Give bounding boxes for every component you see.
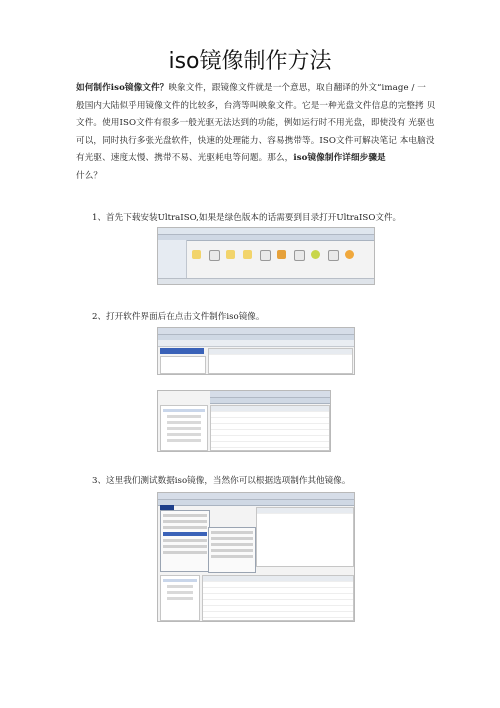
- file-icon: [294, 250, 305, 261]
- screenshot-file-menu: [157, 492, 355, 622]
- document-title: iso镜像制作方法: [168, 49, 332, 74]
- tree-node: [167, 433, 201, 436]
- intro-text: 映象文件，跟镜像文件就是一个意思，取自翻译的外文“image / 一 般国内大陆似乎用镜像文件的比较多，台湾等叫映象文件。它是一种光盘文件信息的完整拷 贝文件。使用ISO文件有很多一般光驱无法达到的功能，例如运行时不用光盘，即使没有 光驱也可以，同时执行多张光盘软件，快速的处理能力、容易携带等。ISO文件可解决笔记 本电脑没有光驱、速度太慢、携带不易、光驱耗电等问题。那么，: [76, 83, 436, 164]
- tree-node: [167, 585, 193, 588]
- menu-item: [211, 549, 253, 552]
- explorer-file-icons: [192, 246, 372, 268]
- tree-node: [167, 421, 201, 424]
- intro-tail: 什么？: [76, 170, 103, 181]
- folder-icon: [192, 250, 201, 259]
- list-header: [257, 508, 353, 514]
- disc-icon: [277, 250, 286, 259]
- step-1-text: 1、首先下载安装UltraISO,如果是绿色版本的话需要到目录打开UltraISO文件。: [92, 213, 402, 223]
- window-titlebar: [158, 228, 374, 235]
- ultraiso-icon: [345, 250, 354, 259]
- step-2-text: 2、打开软件界面后在点击文件制作iso镜像。: [92, 312, 265, 322]
- local-file-list: [210, 405, 330, 451]
- screenshot-explorer: [157, 227, 375, 285]
- local-file-list: [202, 575, 354, 621]
- menu-item: [163, 539, 207, 542]
- tree-node: [167, 597, 193, 600]
- tree-node: [167, 439, 201, 442]
- tree-node: [163, 579, 197, 582]
- window-titlebar: [158, 328, 354, 335]
- tree-node: [167, 427, 201, 430]
- menu-item: [211, 543, 253, 546]
- file-icon: [260, 250, 271, 261]
- toolbar: [158, 340, 355, 347]
- tree-node: [167, 415, 201, 418]
- screenshot-ultraiso-main: [157, 327, 355, 375]
- screenshot-ultraiso-browser: [157, 390, 331, 452]
- iso-content-pane: [256, 507, 354, 567]
- step-3-text: 3、这里我们测试数据iso镜像，当然你可以根据选项制作其他镜像。: [92, 476, 351, 486]
- file-icon: [328, 250, 339, 261]
- local-tree-pane: [160, 405, 208, 451]
- menu-item: [163, 520, 207, 523]
- menu-item: [163, 514, 207, 517]
- menu-item: [163, 545, 207, 548]
- file-list-pane: [208, 348, 353, 374]
- menu-item-selected: [163, 532, 207, 536]
- table-row: [211, 442, 329, 448]
- selected-tree-item: [160, 348, 204, 354]
- menu-item: [211, 537, 253, 540]
- folder-icon: [226, 250, 235, 259]
- intro-paragraph: [76, 80, 436, 186]
- tree-node: [163, 409, 205, 412]
- menu-item: [163, 526, 207, 529]
- window-statusbar: [158, 278, 375, 284]
- folder-icon: [243, 250, 252, 259]
- list-header: [209, 349, 352, 355]
- menu-item: [211, 531, 253, 534]
- file-menu-dropdown: [160, 510, 210, 572]
- window-titlebar: [210, 391, 330, 398]
- local-tree-pane: [160, 575, 200, 621]
- toolbar: [210, 398, 330, 404]
- tree-node: [167, 591, 193, 594]
- menu-bar: [158, 500, 354, 506]
- menu-item: [163, 551, 207, 554]
- folder-tree-pane: [160, 356, 206, 374]
- submenu-dropdown: [208, 527, 256, 573]
- window-titlebar: [158, 493, 354, 500]
- intro-question-2: iso镜像制作详细步骤是: [293, 153, 386, 164]
- intro-question: 如何制作iso镜像文件？: [76, 83, 169, 93]
- window-toolbar: [158, 235, 374, 241]
- file-icon: [209, 250, 220, 261]
- app-icon: [311, 250, 320, 259]
- menu-item: [211, 555, 253, 558]
- table-row: [203, 612, 353, 618]
